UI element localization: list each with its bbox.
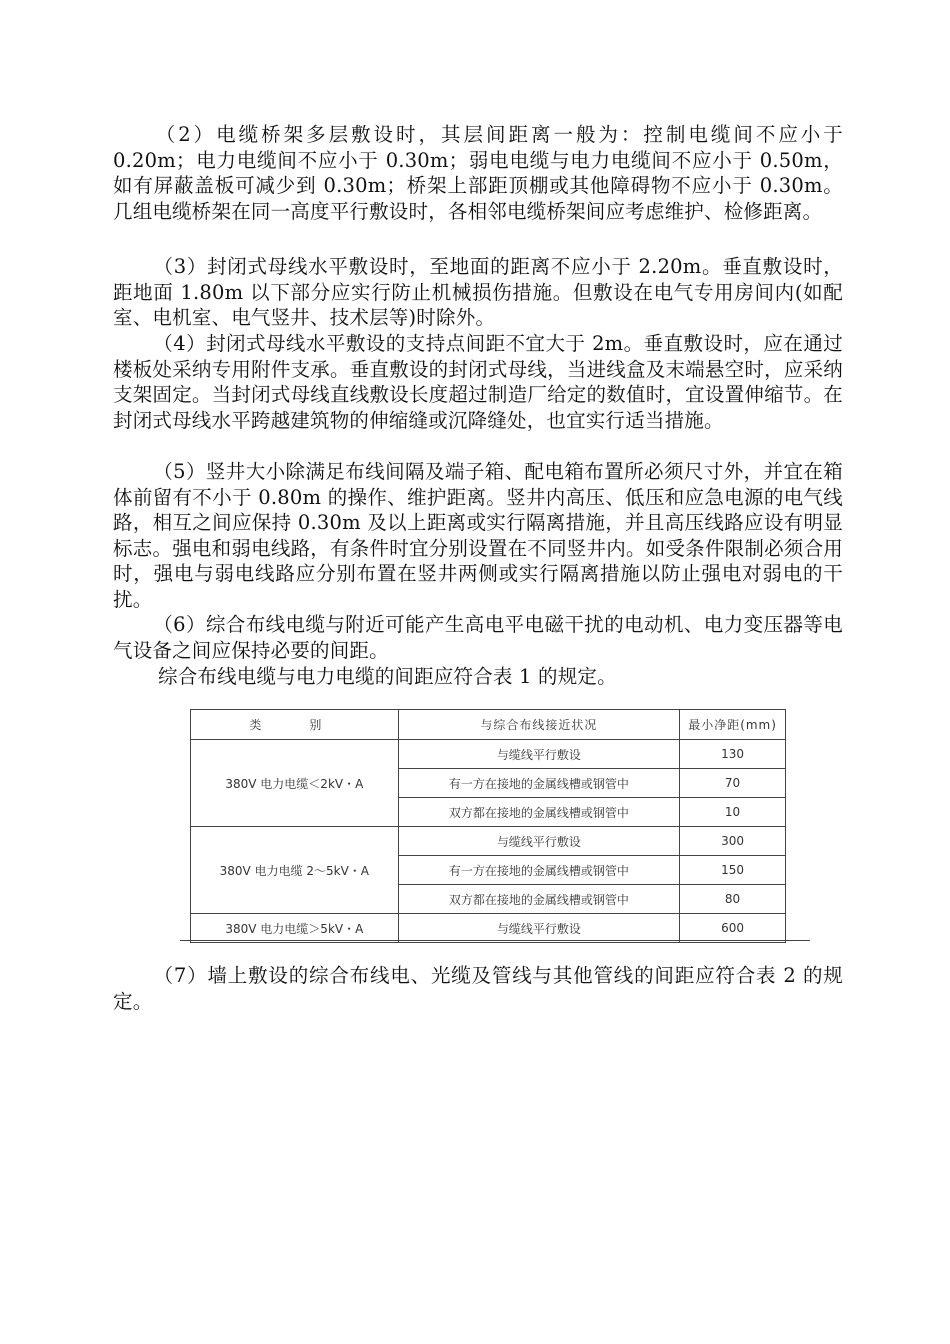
paragraph-2-text: （2）电缆桥架多层敷设时，其层间距离一般为：控制电缆间不应小于 0.20m；电力电缆间不应小于 0.30m；弱电电缆与电力电缆间不应小于 0.50m，如有屏蔽盖板可减少到 0.30m；桥架上部距顶棚或其他障碍物不应小于 0.30m。 几组电缆桥架在同一高度平行敷设时，各相邻电缆桥架间应考虑维护、检修距离。 <box>113 123 843 223</box>
paragraph-4 <box>113 331 843 433</box>
category-cell: 380V 电力电缆＞5kV・A <box>191 914 399 943</box>
distance-cell: 80 <box>680 885 786 914</box>
paragraph-4-text: （4）封闭式母线水平敷设的支持点间距不宜大于 2m。垂直敷设时，应在通过楼板处采纳专用附件支承。垂直敷设的封闭式母线，当进线盒及末端悬空时，应采纳支架固定。当封闭式母线直线敷设长度超过制造厂给定的数值时，宜设置伸缩节。在封闭式母线水平跨越建筑物的伸缩缝或沉降缝处，也宜实行适当措施。 <box>113 332 843 432</box>
paragraph-7 <box>113 963 843 1014</box>
table-row <box>191 740 786 769</box>
category-cell: 380V 电力电缆 2～5kV・A <box>191 827 399 914</box>
paragraph-7-text: （7）墙上敷设的综合布线电、光缆及管线与其他管线的间距应符合表 2 的规定。 <box>113 964 843 1013</box>
table-row <box>191 827 786 856</box>
condition-cell: 双方都在接地的金属线槽或钢管中 <box>398 885 679 914</box>
paragraph-3-text: （3）封闭式母线水平敷设时，至地面的距离不应小于 2.20m。垂直敷设时，距地面 1.80m 以下部分应实行防止机械损伤措施。但敷设在电气专用房间内(如配室、电机室、电气竖井、技术层等)时除外。 <box>113 255 843 330</box>
distance-cell: 130 <box>680 740 786 769</box>
distance-cell: 10 <box>680 798 786 827</box>
distance-cell: 600 <box>680 914 786 943</box>
spacing-table-container <box>180 709 810 942</box>
distance-cell: 300 <box>680 827 786 856</box>
distance-cell: 150 <box>680 856 786 885</box>
header-min-distance: 最小净距(mm) <box>680 710 786 740</box>
header-category: 类 别 <box>191 710 399 740</box>
category-cell: 380V 电力电缆＜2kV・A <box>191 740 399 827</box>
paragraph-5 <box>113 459 843 613</box>
paragraph-2 <box>113 122 843 224</box>
condition-cell: 有一方在接地的金属线槽或钢管中 <box>398 769 679 798</box>
condition-cell: 双方都在接地的金属线槽或钢管中 <box>398 798 679 827</box>
condition-cell: 与缆线平行敷设 <box>398 914 679 943</box>
paragraph-6-text: （6）综合布线电缆与附近可能产生高电平电磁干扰的电动机、电力变压器等电气设备之间应保持必要的间距。 <box>113 613 843 662</box>
paragraph-3 <box>113 254 843 331</box>
distance-cell: 70 <box>680 769 786 798</box>
condition-cell: 与缆线平行敷设 <box>398 740 679 769</box>
table-row <box>191 914 786 943</box>
condition-cell: 有一方在接地的金属线槽或钢管中 <box>398 856 679 885</box>
table-intro-sentence: 综合布线电缆与电力电缆的间距应符合表 1 的规定。 <box>158 665 617 688</box>
header-condition: 与综合布线接近状况 <box>398 710 679 740</box>
spacing-table <box>190 709 786 943</box>
table-header-row <box>191 710 786 740</box>
table-bottom-rule <box>180 940 810 941</box>
paragraph-5-text: （5）竖井大小除满足布线间隔及端子箱、配电箱布置所必须尺寸外，并宜在箱体前留有不小于 0.80m 的操作、维护距离。竖井内高压、低压和应急电源的电气线路，相互之间应保持 0.30m 及以上距离或实行隔离措施，并且高压线路应设有明显标志。强电和弱电线路，有条件时宜分别设置在不同竖井内。如受条件限制必须合用时，强电与弱电线路应分别布置在竖井两侧或实行隔离措施以防止强电对弱电的干扰。 <box>113 460 843 611</box>
paragraph-6 <box>113 612 843 663</box>
condition-cell: 与缆线平行敷设 <box>398 827 679 856</box>
